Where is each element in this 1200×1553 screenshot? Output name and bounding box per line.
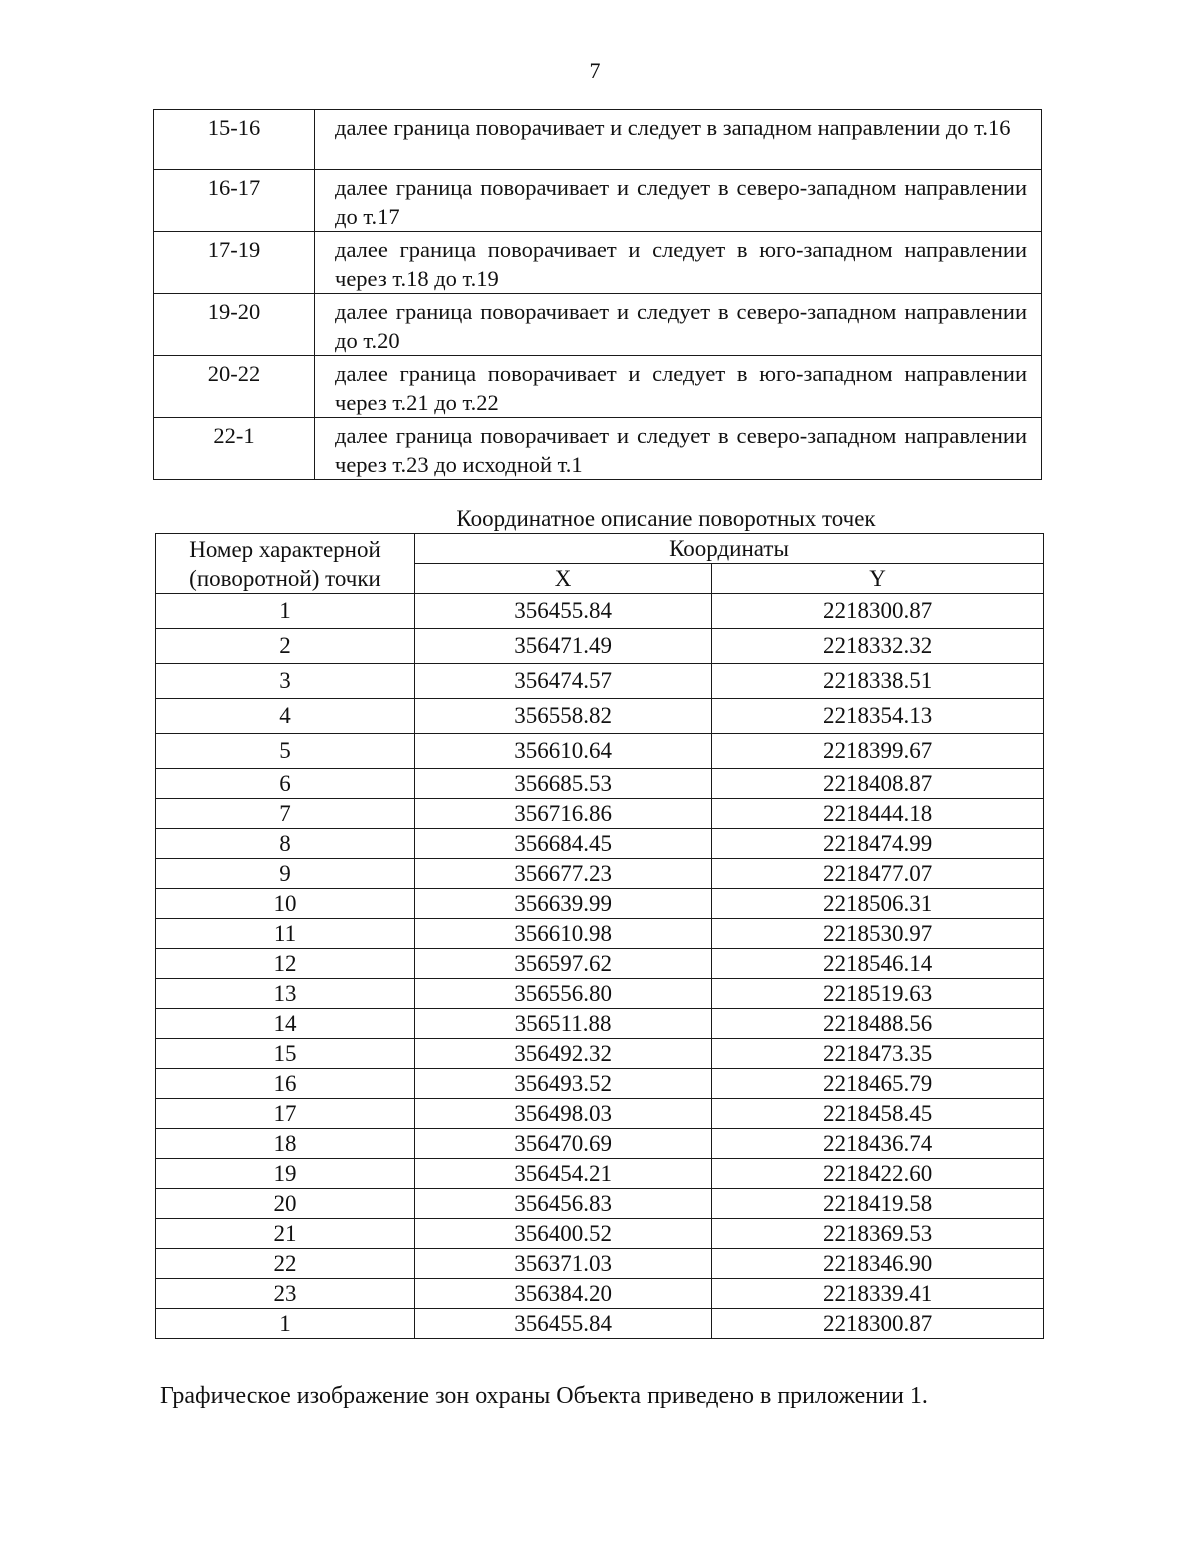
point-number-cell: 4 bbox=[156, 699, 415, 734]
y-coordinate-cell: 2218346.90 bbox=[712, 1249, 1044, 1279]
table-row bbox=[156, 664, 1044, 699]
table-row bbox=[154, 294, 1042, 356]
x-coordinate-cell: 356558.82 bbox=[415, 699, 712, 734]
table-row bbox=[156, 1189, 1044, 1219]
point-number-cell: 5 bbox=[156, 734, 415, 769]
y-coordinate-cell: 2218488.56 bbox=[712, 1009, 1044, 1039]
x-coordinate-cell: 356597.62 bbox=[415, 949, 712, 979]
point-number-cell: 11 bbox=[156, 919, 415, 949]
point-number-cell: 17 bbox=[156, 1099, 415, 1129]
description-cell: далее граница поворачивает и следует в западном направлении до т.16 bbox=[315, 110, 1042, 170]
description-cell: далее граница поворачивает и следует в юго-западном направлении через т.21 до т.22 bbox=[315, 356, 1042, 418]
x-coordinate-cell: 356493.52 bbox=[415, 1069, 712, 1099]
point-number-cell: 9 bbox=[156, 859, 415, 889]
description-cell: далее граница поворачивает и следует в северо-западном направлении до т.20 bbox=[315, 294, 1042, 356]
point-number-cell: 19 bbox=[156, 1159, 415, 1189]
segment-cell: 16-17 bbox=[154, 170, 315, 232]
table-row bbox=[156, 1129, 1044, 1159]
x-coordinate-cell: 356677.23 bbox=[415, 859, 712, 889]
point-number-cell: 12 bbox=[156, 949, 415, 979]
point-number-cell: 14 bbox=[156, 1009, 415, 1039]
y-coordinate-cell: 2218332.32 bbox=[712, 629, 1044, 664]
point-number-cell: 13 bbox=[156, 979, 415, 1009]
table-row bbox=[156, 1279, 1044, 1309]
point-number-cell: 1 bbox=[156, 1309, 415, 1339]
point-number-cell: 21 bbox=[156, 1219, 415, 1249]
table-row bbox=[156, 699, 1044, 734]
x-coordinate-cell: 356470.69 bbox=[415, 1129, 712, 1159]
y-coordinate-cell: 2218419.58 bbox=[712, 1189, 1044, 1219]
point-number-cell: 15 bbox=[156, 1039, 415, 1069]
y-coordinate-cell: 2218300.87 bbox=[712, 594, 1044, 629]
table-row bbox=[156, 1069, 1044, 1099]
y-coordinate-cell: 2218354.13 bbox=[712, 699, 1044, 734]
footer-note: Графическое изображение зон охраны Объекта приведено в приложении 1. bbox=[160, 1383, 928, 1409]
y-coordinate-cell: 2218473.35 bbox=[712, 1039, 1044, 1069]
segment-cell: 22-1 bbox=[154, 418, 315, 480]
table-row bbox=[156, 769, 1044, 799]
x-coordinate-cell: 356498.03 bbox=[415, 1099, 712, 1129]
table-row bbox=[156, 1159, 1044, 1189]
x-coordinate-cell: 356610.98 bbox=[415, 919, 712, 949]
x-coordinate-cell: 356716.86 bbox=[415, 799, 712, 829]
table-row bbox=[156, 1249, 1044, 1279]
boundary-description-table bbox=[153, 109, 1042, 480]
x-coordinate-cell: 356474.57 bbox=[415, 664, 712, 699]
point-number-cell: 22 bbox=[156, 1249, 415, 1279]
header-point-number: Номер характерной (поворотной) точки bbox=[156, 534, 415, 594]
y-coordinate-cell: 2218339.41 bbox=[712, 1279, 1044, 1309]
y-coordinate-cell: 2218474.99 bbox=[712, 829, 1044, 859]
table-row bbox=[154, 170, 1042, 232]
coordinates-title: Координатное описание поворотных точек bbox=[456, 506, 876, 531]
table-row bbox=[156, 1309, 1044, 1339]
point-number-cell: 6 bbox=[156, 769, 415, 799]
x-coordinate-cell: 356455.84 bbox=[415, 594, 712, 629]
header-y: Y bbox=[712, 564, 1044, 594]
point-number-cell: 2 bbox=[156, 629, 415, 664]
y-coordinate-cell: 2218530.97 bbox=[712, 919, 1044, 949]
point-number-cell: 23 bbox=[156, 1279, 415, 1309]
description-cell: далее граница поворачивает и следует в северо-западном направлении до т.17 bbox=[315, 170, 1042, 232]
x-coordinate-cell: 356639.99 bbox=[415, 889, 712, 919]
segment-cell: 19-20 bbox=[154, 294, 315, 356]
y-coordinate-cell: 2218506.31 bbox=[712, 889, 1044, 919]
x-coordinate-cell: 356556.80 bbox=[415, 979, 712, 1009]
x-coordinate-cell: 356454.21 bbox=[415, 1159, 712, 1189]
point-number-cell: 3 bbox=[156, 664, 415, 699]
y-coordinate-cell: 2218477.07 bbox=[712, 859, 1044, 889]
x-coordinate-cell: 356455.84 bbox=[415, 1309, 712, 1339]
segment-cell: 20-22 bbox=[154, 356, 315, 418]
point-number-cell: 7 bbox=[156, 799, 415, 829]
y-coordinate-cell: 2218444.18 bbox=[712, 799, 1044, 829]
y-coordinate-cell: 2218399.67 bbox=[712, 734, 1044, 769]
table-row bbox=[156, 859, 1044, 889]
x-coordinate-cell: 356471.49 bbox=[415, 629, 712, 664]
table-row bbox=[156, 1039, 1044, 1069]
table-row bbox=[156, 829, 1044, 859]
table-row bbox=[156, 799, 1044, 829]
x-coordinate-cell: 356384.20 bbox=[415, 1279, 712, 1309]
x-coordinate-cell: 356492.32 bbox=[415, 1039, 712, 1069]
page-number: 7 bbox=[589, 58, 601, 83]
table-row bbox=[156, 949, 1044, 979]
x-coordinate-cell: 356456.83 bbox=[415, 1189, 712, 1219]
table-row bbox=[154, 232, 1042, 294]
description-cell: далее граница поворачивает и следует в северо-западном направлении через т.23 до исходной т.1 bbox=[315, 418, 1042, 480]
y-coordinate-cell: 2218338.51 bbox=[712, 664, 1044, 699]
point-number-cell: 18 bbox=[156, 1129, 415, 1159]
x-coordinate-cell: 356684.45 bbox=[415, 829, 712, 859]
header-coordinates: Координаты bbox=[415, 534, 1044, 564]
y-coordinate-cell: 2218519.63 bbox=[712, 979, 1044, 1009]
y-coordinate-cell: 2218300.87 bbox=[712, 1309, 1044, 1339]
x-coordinate-cell: 356685.53 bbox=[415, 769, 712, 799]
table-row bbox=[154, 356, 1042, 418]
x-coordinate-cell: 356610.64 bbox=[415, 734, 712, 769]
header-x: X bbox=[415, 564, 712, 594]
y-coordinate-cell: 2218546.14 bbox=[712, 949, 1044, 979]
y-coordinate-cell: 2218408.87 bbox=[712, 769, 1044, 799]
segment-cell: 15-16 bbox=[154, 110, 315, 170]
point-number-cell: 10 bbox=[156, 889, 415, 919]
table-row bbox=[154, 418, 1042, 480]
y-coordinate-cell: 2218465.79 bbox=[712, 1069, 1044, 1099]
table-row bbox=[156, 979, 1044, 1009]
table-row bbox=[156, 1219, 1044, 1249]
point-number-cell: 8 bbox=[156, 829, 415, 859]
table-row bbox=[156, 919, 1044, 949]
x-coordinate-cell: 356400.52 bbox=[415, 1219, 712, 1249]
table-row bbox=[156, 889, 1044, 919]
coordinates-table bbox=[155, 533, 1044, 1339]
segment-cell: 17-19 bbox=[154, 232, 315, 294]
table-row bbox=[156, 594, 1044, 629]
table-row bbox=[156, 629, 1044, 664]
y-coordinate-cell: 2218422.60 bbox=[712, 1159, 1044, 1189]
table-row bbox=[154, 110, 1042, 170]
description-cell: далее граница поворачивает и следует в юго-западном направлении через т.18 до т.19 bbox=[315, 232, 1042, 294]
point-number-cell: 20 bbox=[156, 1189, 415, 1219]
x-coordinate-cell: 356371.03 bbox=[415, 1249, 712, 1279]
y-coordinate-cell: 2218369.53 bbox=[712, 1219, 1044, 1249]
coordinates-body bbox=[156, 594, 1044, 1339]
table-row bbox=[156, 1099, 1044, 1129]
table-row bbox=[156, 734, 1044, 769]
table-row bbox=[156, 1009, 1044, 1039]
point-number-cell: 16 bbox=[156, 1069, 415, 1099]
y-coordinate-cell: 2218436.74 bbox=[712, 1129, 1044, 1159]
point-number-cell: 1 bbox=[156, 594, 415, 629]
x-coordinate-cell: 356511.88 bbox=[415, 1009, 712, 1039]
y-coordinate-cell: 2218458.45 bbox=[712, 1099, 1044, 1129]
